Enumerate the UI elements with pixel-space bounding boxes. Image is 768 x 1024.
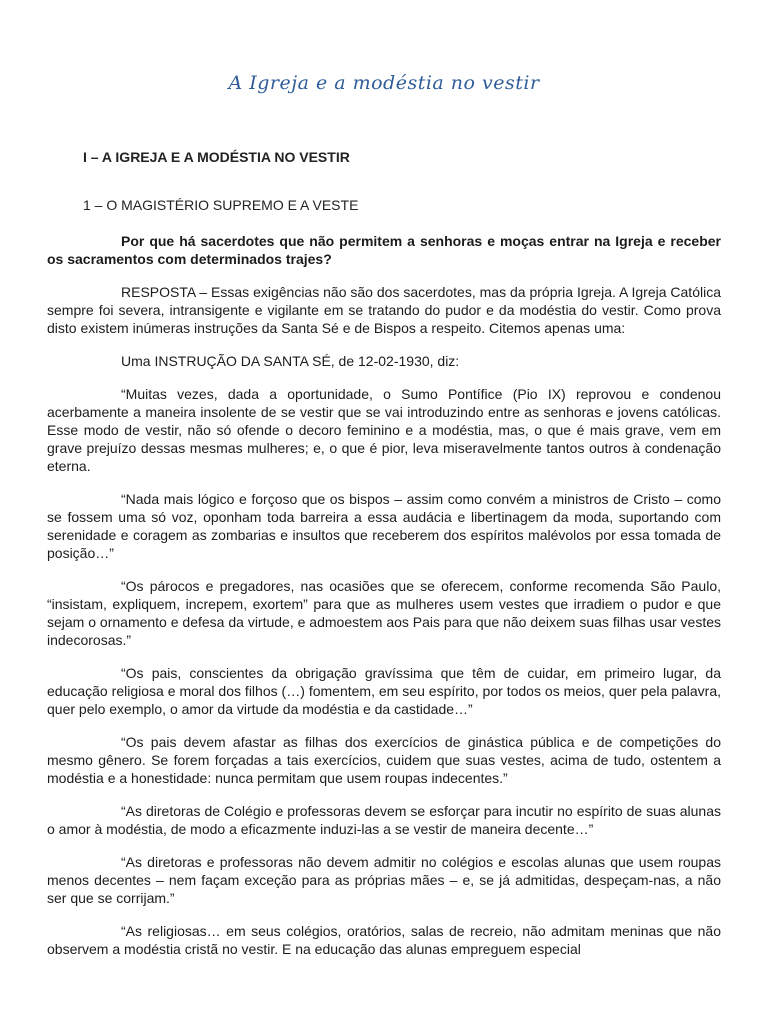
quote-paragraph: “As diretoras e professoras não devem admitir no colégios e escolas alunas que usem roupas menos decentes – nem façam exceção para as próprias mães – e, se já admitidas, despeçam-nas, a não ser que se corrijam.” [47, 854, 721, 906]
section-heading: I – A IGREJA E A MODÉSTIA NO VESTIR [83, 149, 350, 165]
quote-paragraph: “Os párocos e pregadores, nas ocasiões que se oferecem, conforme recomenda São Paulo, “insistam, expliquem, increpem, exortem” para que as mulheres usem vestes que irradiem o pudor e que sejam o ornamento e defesa da virtude, e admoestem aos Pais para que não deixem suas filhas usar vestes indecorosas.” [47, 578, 721, 648]
quote-paragraph: “Nada mais lógico e forçoso que os bispos – assim como convém a ministros de Cristo – como se fossem uma só voz, oponham toda barreira a essa audácia e libertinagem da moda, suportando com serenidade e coragem as zombarias e insultos que receberem dos espíritos malévolos por essa tomada de posição…” [47, 491, 721, 561]
sub-heading: 1 – O MAGISTÉRIO SUPREMO E A VESTE [83, 197, 359, 213]
quote-paragraph: “As religiosas… em seus colégios, oratórios, salas de recreio, não admitam meninas que não observem a modéstia cristã no vestir. E na educação das alunas empreguem especial [47, 923, 721, 957]
quote-paragraph: “As diretoras de Colégio e professoras devem se esforçar para incutir no espírito de suas alunas o amor à modéstia, de modo a eficazmente induzi-las a se vestir de maneira decente…” [47, 803, 721, 837]
document-body [47, 232, 721, 973]
document-title: A Igreja e a modéstia no vestir [228, 72, 540, 94]
quote-paragraph: “Os pais, conscientes da obrigação gravíssima que têm de cuidar, em primeiro lugar, da educação religiosa e moral dos filhos (…) fomentem, em seu espírito, por todos os meios, quer pela palavra, quer pelo exemplo, o amor da virtude da modéstia e da castidade…” [47, 665, 721, 717]
quote-paragraph: “Os pais devem afastar as filhas dos exercícios de ginástica pública e de competições do mesmo gênero. Se forem forçadas a tais exercícios, cuidem que suas vestes, acima de tudo, ostentem a modéstia e a honestidade: nunca permitam que usem roupas indecentes.” [47, 734, 721, 786]
answer-paragraph: RESPOSTA – Essas exigências não são dos sacerdotes, mas da própria Igreja. A Igreja Católica sempre foi severa, intransigente e vigilante em se tratando do pudor e da modéstia do vestir. Como prova disto existem inúmeras instruções da Santa Sé e de Bispos a respeito. Citemos apenas uma: [47, 284, 721, 336]
quote-paragraph: “Muitas vezes, dada a oportunidade, o Sumo Pontífice (Pio IX) reprovou e condenou acerbamente a maneira insolente de se vestir que se vai introduzindo entre as senhoras e jovens católicas. Esse modo de vestir, não só ofende o decoro feminino e a modéstia, mas, o que é mais grave, vem em grave prejuízo dessas mesmas mulheres; e, o que é pior, leva miseravelmente tantos outros à condenação eterna. [47, 386, 721, 474]
question-paragraph: Por que há sacerdotes que não permitem a senhoras e moças entrar na Igreja e receber os sacramentos com determinados trajes? [47, 233, 721, 267]
instruction-intro: Uma INSTRUÇÃO DA SANTA SÉ, de 12-02-1930, diz: [121, 353, 460, 369]
